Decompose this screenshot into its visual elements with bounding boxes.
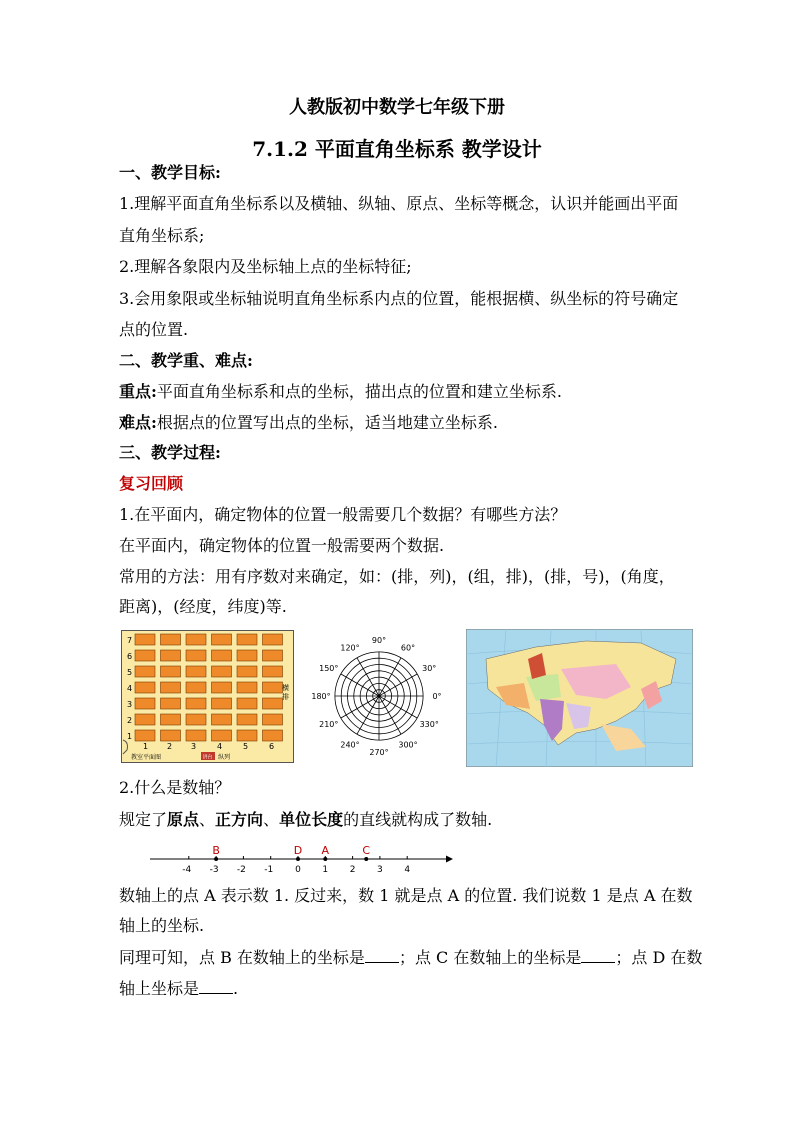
seat: [161, 634, 181, 645]
tick-label: 4: [404, 865, 411, 875]
polar-angle-label: 210°: [319, 720, 339, 729]
polar-angle-label: 240°: [340, 740, 360, 750]
goal-3-line-1: 3.会用象限或坐标轴说明直角坐标系内点的位置，能根据横、纵坐标的符号确定: [119, 289, 679, 308]
paragraph-2-line-2: [119, 979, 238, 999]
seat: [263, 698, 283, 709]
column-label: 5: [243, 742, 249, 751]
asia-map-figure: [466, 629, 693, 767]
tick-label: 1: [322, 865, 329, 875]
seat: [212, 714, 232, 725]
p2-text: ；点 C 在数轴上的坐标是: [398, 948, 582, 967]
seat: [263, 634, 283, 645]
goal-1-line-2: 直角坐标系;: [119, 226, 205, 245]
seat: [135, 650, 155, 661]
p2-text: .: [233, 979, 239, 998]
seat: [135, 666, 155, 677]
seat: [237, 666, 257, 677]
tick-label: 0: [295, 865, 301, 875]
seat: [186, 634, 206, 645]
polar-angle-label: 180°: [311, 692, 331, 701]
row-label: 7: [127, 636, 133, 645]
seat: [186, 714, 206, 725]
tick-label: -4: [182, 865, 192, 875]
point-label: A: [321, 844, 330, 857]
polar-rays: [335, 652, 423, 740]
answer-blank-d[interactable]: [199, 979, 233, 994]
paragraph-1-line-1: 数轴上的点 A 表示数 1. 反过来，数 1 就是点 A 的位置. 我们说数 1 是点 A 在数: [119, 886, 693, 905]
seat: [161, 682, 181, 693]
row-label: 3: [127, 700, 133, 709]
seat: [263, 666, 283, 677]
row-label: 1: [127, 732, 133, 741]
seat: [237, 650, 257, 661]
column-label: 6: [269, 742, 275, 751]
number-line-figure: [148, 840, 454, 876]
seat: [212, 666, 232, 677]
polar-angle-label: 120°: [340, 643, 360, 653]
polar-coordinates-figure: [305, 632, 453, 756]
polar-angle-label: 330°: [419, 720, 439, 729]
def-post: 的直线就构成了数轴.: [343, 810, 493, 829]
number-line-arrow: [446, 856, 453, 863]
seat: [212, 698, 232, 709]
question-1: 1.在平面内，确定物体的位置一般需要几个数据？有哪些方法？: [119, 505, 567, 524]
seat: [161, 698, 181, 709]
number-line-point: [323, 857, 327, 861]
seat: [263, 730, 283, 741]
paragraph-2-line-1: [119, 948, 702, 968]
answer-1: 在平面内，确定物体的位置一般需要两个数据.: [119, 536, 445, 555]
seat: [135, 682, 155, 693]
point-label: D: [293, 844, 303, 857]
column-label: 3: [191, 742, 197, 751]
point-label: B: [212, 844, 220, 857]
p2-text: ；点 D 在数: [615, 948, 703, 967]
key-label: 重点:: [119, 382, 157, 401]
seat: [263, 650, 283, 661]
seat: [135, 698, 155, 709]
seat: [237, 730, 257, 741]
paragraph-1-line-2: 轴上的坐标.: [119, 916, 205, 935]
polar-angle-label: 150°: [319, 664, 339, 673]
seat: [186, 666, 206, 677]
seat: [135, 730, 155, 741]
seat: [186, 682, 206, 693]
tick-label: 2: [349, 865, 356, 875]
seat: [237, 634, 257, 645]
seat: [186, 650, 206, 661]
def-direction: 正方向: [215, 810, 264, 829]
tick-label: -3: [209, 865, 219, 875]
key-text: 平面直角坐标系和点的坐标，描出点的位置和建立坐标系.: [156, 382, 563, 401]
key-point: [119, 382, 562, 402]
column-legend: 纵列: [218, 754, 231, 761]
row-label: 5: [127, 668, 133, 677]
answer-blank-c[interactable]: [581, 948, 615, 963]
def-unit: 单位长度: [279, 810, 344, 829]
tick-label: 3: [377, 865, 383, 875]
row-label: 2: [127, 716, 133, 725]
seat: [237, 682, 257, 693]
seat: [237, 714, 257, 725]
column-label: 1: [143, 742, 149, 751]
methods-line-2: 距离)，(经度，纬度)等.: [119, 597, 287, 616]
seat: [186, 730, 206, 741]
seat: [186, 698, 206, 709]
p2-text: 同理可知，点 B 在数轴上的坐标是: [119, 948, 365, 967]
row-label: 6: [127, 652, 133, 661]
polar-angle-label: 60°: [400, 643, 416, 653]
review-heading: 复习回顾: [119, 474, 184, 493]
seat: [161, 650, 181, 661]
seat: [263, 682, 283, 693]
number-line-point: [364, 857, 368, 861]
classroom-seating-figure: [121, 630, 296, 764]
point-label: C: [362, 844, 371, 857]
polar-angle-label: 0°: [432, 692, 442, 701]
difficult-text: 根据点的位置写出点的坐标，适当地建立坐标系.: [156, 413, 499, 432]
seat: [161, 730, 181, 741]
def-sep: 、: [199, 810, 216, 829]
seat: [161, 666, 181, 677]
seat: [263, 714, 283, 725]
classroom-caption: 教室平面图: [131, 754, 162, 761]
section-heading-process: 三、教学过程:: [119, 443, 221, 462]
polar-angle-label: 300°: [398, 740, 418, 750]
p2-text: 轴上坐标是: [119, 979, 200, 998]
def-origin: 原点: [167, 810, 200, 829]
lectern-label: 讲台: [202, 754, 213, 761]
goal-1-line-1: 1.理解平面直角坐标系以及横轴、纵轴、原点、坐标等概念，认识并能画出平面: [119, 194, 679, 213]
answer-blank-b[interactable]: [365, 948, 399, 963]
side-label: 排: [282, 693, 289, 701]
def-sep: 、: [263, 810, 280, 829]
difficult-label: 难点:: [119, 413, 157, 432]
lesson-title: 7.1.2 平面直角坐标系 教学设计: [252, 137, 542, 161]
side-label: 横: [282, 684, 289, 692]
tick-label: -2: [236, 865, 246, 875]
number-line-point: [214, 857, 218, 861]
number-line-points: [212, 844, 370, 861]
row-label: 4: [127, 684, 133, 693]
seat: [212, 682, 232, 693]
polar-angle-label: 270°: [369, 748, 389, 756]
goal-2: 2.理解各象限内及坐标轴上点的坐标特征;: [119, 257, 412, 276]
seat: [212, 634, 232, 645]
column-label: 2: [167, 742, 173, 751]
difficult-point: [119, 413, 498, 433]
seat: [212, 650, 232, 661]
seat: [135, 634, 155, 645]
column-label: 4: [217, 742, 223, 751]
tick-label: -1: [264, 865, 274, 875]
def-pre: 规定了: [119, 810, 168, 829]
document-title: 人教版初中数学七年级下册: [289, 97, 505, 118]
seat: [161, 714, 181, 725]
goal-3-line-2: 点的位置.: [119, 320, 189, 339]
polar-angle-label: 90°: [371, 636, 387, 645]
polar-angle-label: 30°: [422, 664, 437, 673]
methods-line-1: 常用的方法：用有序数对来确定，如：(排，列)，(组，排)，(排，号)，(角度，: [119, 567, 675, 586]
number-line-point: [296, 857, 300, 861]
section-heading-goals: 一、教学目标:: [119, 163, 221, 182]
section-heading-keypoints: 二、教学重、难点:: [119, 351, 253, 370]
seat: [135, 714, 155, 725]
seat: [237, 698, 257, 709]
question-2: 2.什么是数轴？: [119, 778, 231, 797]
number-line-definition: [119, 810, 492, 830]
seat: [212, 730, 232, 741]
